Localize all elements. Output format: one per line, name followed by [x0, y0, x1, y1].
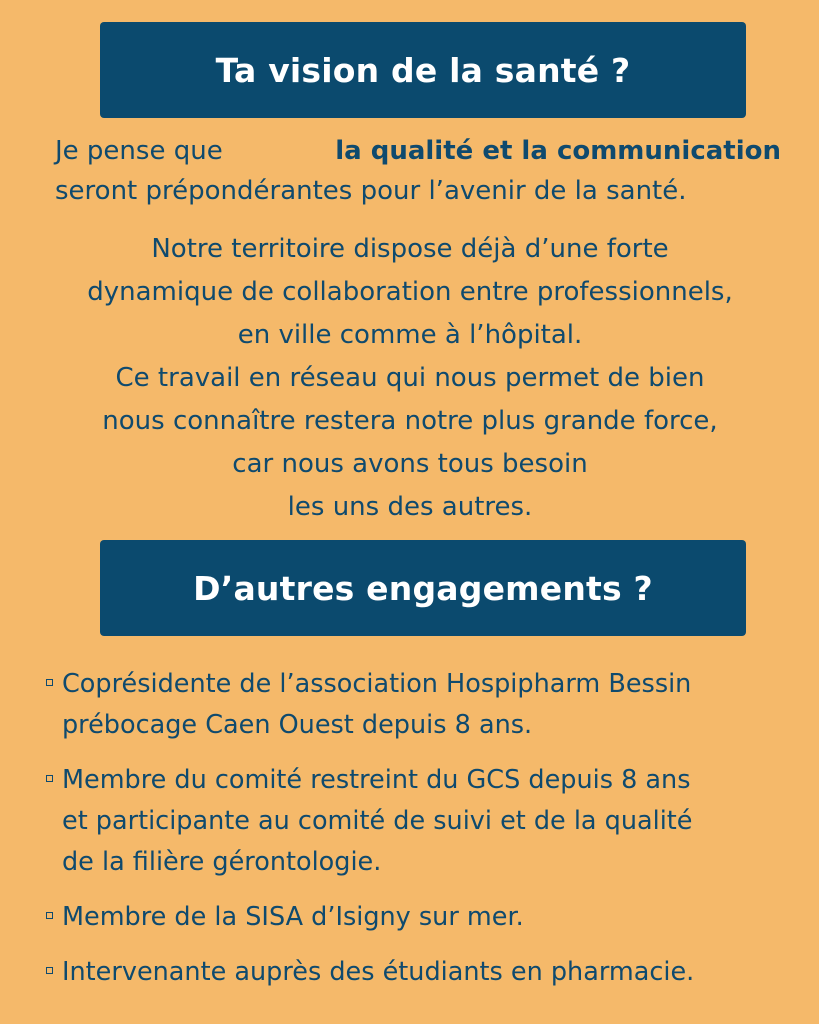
list-item	[46, 664, 786, 746]
intro-bold-text: la qualité et la communication	[335, 136, 781, 166]
list-item-line: Intervenante auprès des étudiants en pharmacie.	[62, 957, 695, 987]
list-item-line: prébocage Caen Ouest depuis 8 ans.	[62, 710, 533, 740]
list-item	[46, 952, 786, 993]
intro-second-line: seront prépondérantes pour l’avenir de la santé.	[55, 176, 687, 206]
intro-first-line	[55, 131, 781, 171]
list-item-line: Coprésidente de l’association Hospipharm Bessin	[62, 669, 692, 699]
section-title-engagements-text: D’autres engagements ?	[193, 568, 653, 608]
list-item-line: Membre de la SISA d’Isigny sur mer.	[62, 902, 524, 932]
vision-line: les uns des autres.	[287, 492, 533, 522]
list-item-line: de la filière gérontologie.	[62, 847, 382, 877]
vision-line: en ville comme à l’hôpital.	[237, 320, 583, 350]
list-item-line: Membre du comité restreint du GCS depuis 8 ans	[62, 765, 691, 795]
vision-line: car nous avons tous besoin	[232, 449, 588, 479]
square-bullet-icon	[46, 967, 53, 974]
vision-line: Ce travail en réseau qui nous permet de bien	[115, 363, 705, 393]
engagements-list	[46, 664, 786, 1007]
intro-pre-text: Je pense que	[55, 136, 223, 166]
square-bullet-icon	[46, 679, 53, 686]
section-title-engagements	[100, 540, 746, 636]
intro-paragraph	[55, 131, 781, 211]
list-item	[46, 897, 786, 938]
list-item-line: et participante au comité de suivi et de la qualité	[62, 806, 693, 836]
vision-line: nous connaître restera notre plus grande force,	[102, 406, 718, 436]
square-bullet-icon	[46, 775, 53, 782]
list-item	[46, 760, 786, 883]
vision-line: Notre territoire dispose déjà d’une forte	[151, 234, 669, 264]
vision-line: dynamique de collaboration entre professionnels,	[87, 277, 733, 307]
section-title-vision-text: Ta vision de la santé ?	[215, 50, 631, 90]
vision-body	[40, 228, 780, 529]
square-bullet-icon	[46, 912, 53, 919]
section-title-vision	[100, 22, 746, 118]
